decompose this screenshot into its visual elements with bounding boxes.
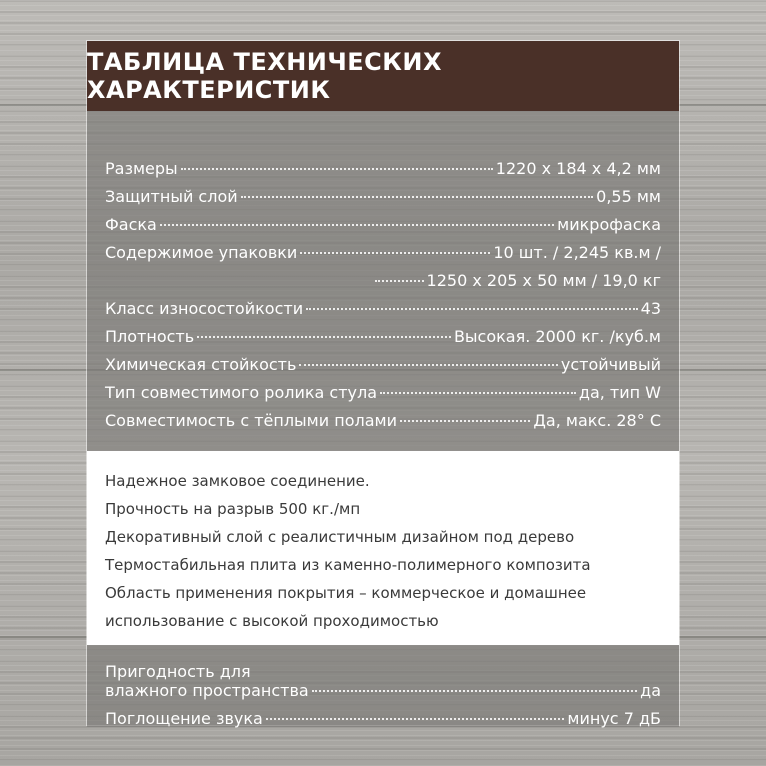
spec-label: влажного пространства (105, 681, 309, 700)
spec-label: Размеры (105, 159, 178, 178)
spec-value: 0,55 мм (596, 187, 661, 206)
spec-label: Фаска (105, 215, 157, 234)
spec-row-chemical-resistance (105, 355, 661, 383)
spec-value: да, тип W (578, 383, 661, 402)
spec-value: 1250 x 205 x 50 мм / 19,0 кг (426, 271, 661, 290)
page-title: ТАБЛИЦА ТЕХНИЧЕСКИХ ХАРАКТЕРИСТИК (87, 41, 679, 111)
spec-row-moisture (105, 681, 661, 709)
spec-label: Тип совместимого ролика стула (105, 383, 378, 402)
feature-item: Декоративный слой с реалистичным дизайном под дерево (105, 528, 575, 546)
spec-value: Да, макс. 28° C (533, 411, 661, 430)
spec-row-wear-layer (105, 187, 661, 215)
spec-value: да (640, 681, 661, 700)
dot-leader (300, 252, 490, 254)
feature-item: Прочность на разрыв 500 кг./мп (105, 500, 361, 518)
dot-leader (181, 168, 493, 170)
features-list (87, 451, 679, 645)
spec-value: минус 7 дБ (567, 709, 661, 728)
spec-value: 43 (640, 299, 661, 318)
spec-row-wear-class (105, 299, 661, 327)
spec-label: Защитный слой (105, 187, 238, 206)
spec-value: 10 шт. / 2,245 кв.м / (493, 243, 661, 262)
spec-row-chair-caster (105, 383, 661, 411)
spec-label: Плотность (105, 327, 195, 346)
dot-leader (160, 224, 554, 226)
spec-label: Содержимое упаковки (105, 243, 298, 262)
spec-label: Поглощение звука (105, 709, 263, 728)
spec-row-package-contents (105, 243, 661, 271)
dot-leader (299, 364, 558, 366)
dot-leader (380, 392, 576, 394)
dot-leader (266, 718, 565, 720)
spec-row-underfloor-heating (105, 411, 661, 439)
extra-specs (87, 645, 679, 727)
dot-leader (375, 280, 424, 282)
spec-value: Высокая. 2000 кг. /куб.м (453, 327, 661, 346)
spec-list (87, 111, 679, 451)
dot-leader (400, 420, 530, 422)
spec-row-bevel (105, 215, 661, 243)
dot-leader (306, 308, 638, 310)
spec-value: устойчивый (560, 355, 661, 374)
spec-value: 1220 x 184 x 4,2 мм (495, 159, 661, 178)
spec-row-package-contents-continued (105, 271, 661, 299)
feature-item: Надежное замковое соединение. (105, 472, 370, 490)
moisture-label-line1: Пригодность для (105, 662, 251, 681)
spec-row-density (105, 327, 661, 355)
spec-label: Совместимость с тёплыми полами (105, 411, 397, 430)
spec-label: Класс износостойкости (105, 299, 304, 318)
spec-row-size (105, 159, 661, 187)
feature-item: использование с высокой проходимостью (105, 612, 439, 630)
feature-item: Область применения покрытия – коммерческое и домашнее (105, 584, 587, 602)
spec-row-sound-absorption (105, 709, 661, 737)
spec-value: микрофаска (557, 215, 661, 234)
spec-label: Химическая стойкость (105, 355, 297, 374)
feature-item: Термостабильная плита из каменно-полимерного композита (105, 556, 591, 574)
dot-leader (241, 196, 594, 198)
dot-leader (197, 336, 451, 338)
dot-leader (312, 690, 637, 692)
spec-card (86, 40, 680, 726)
